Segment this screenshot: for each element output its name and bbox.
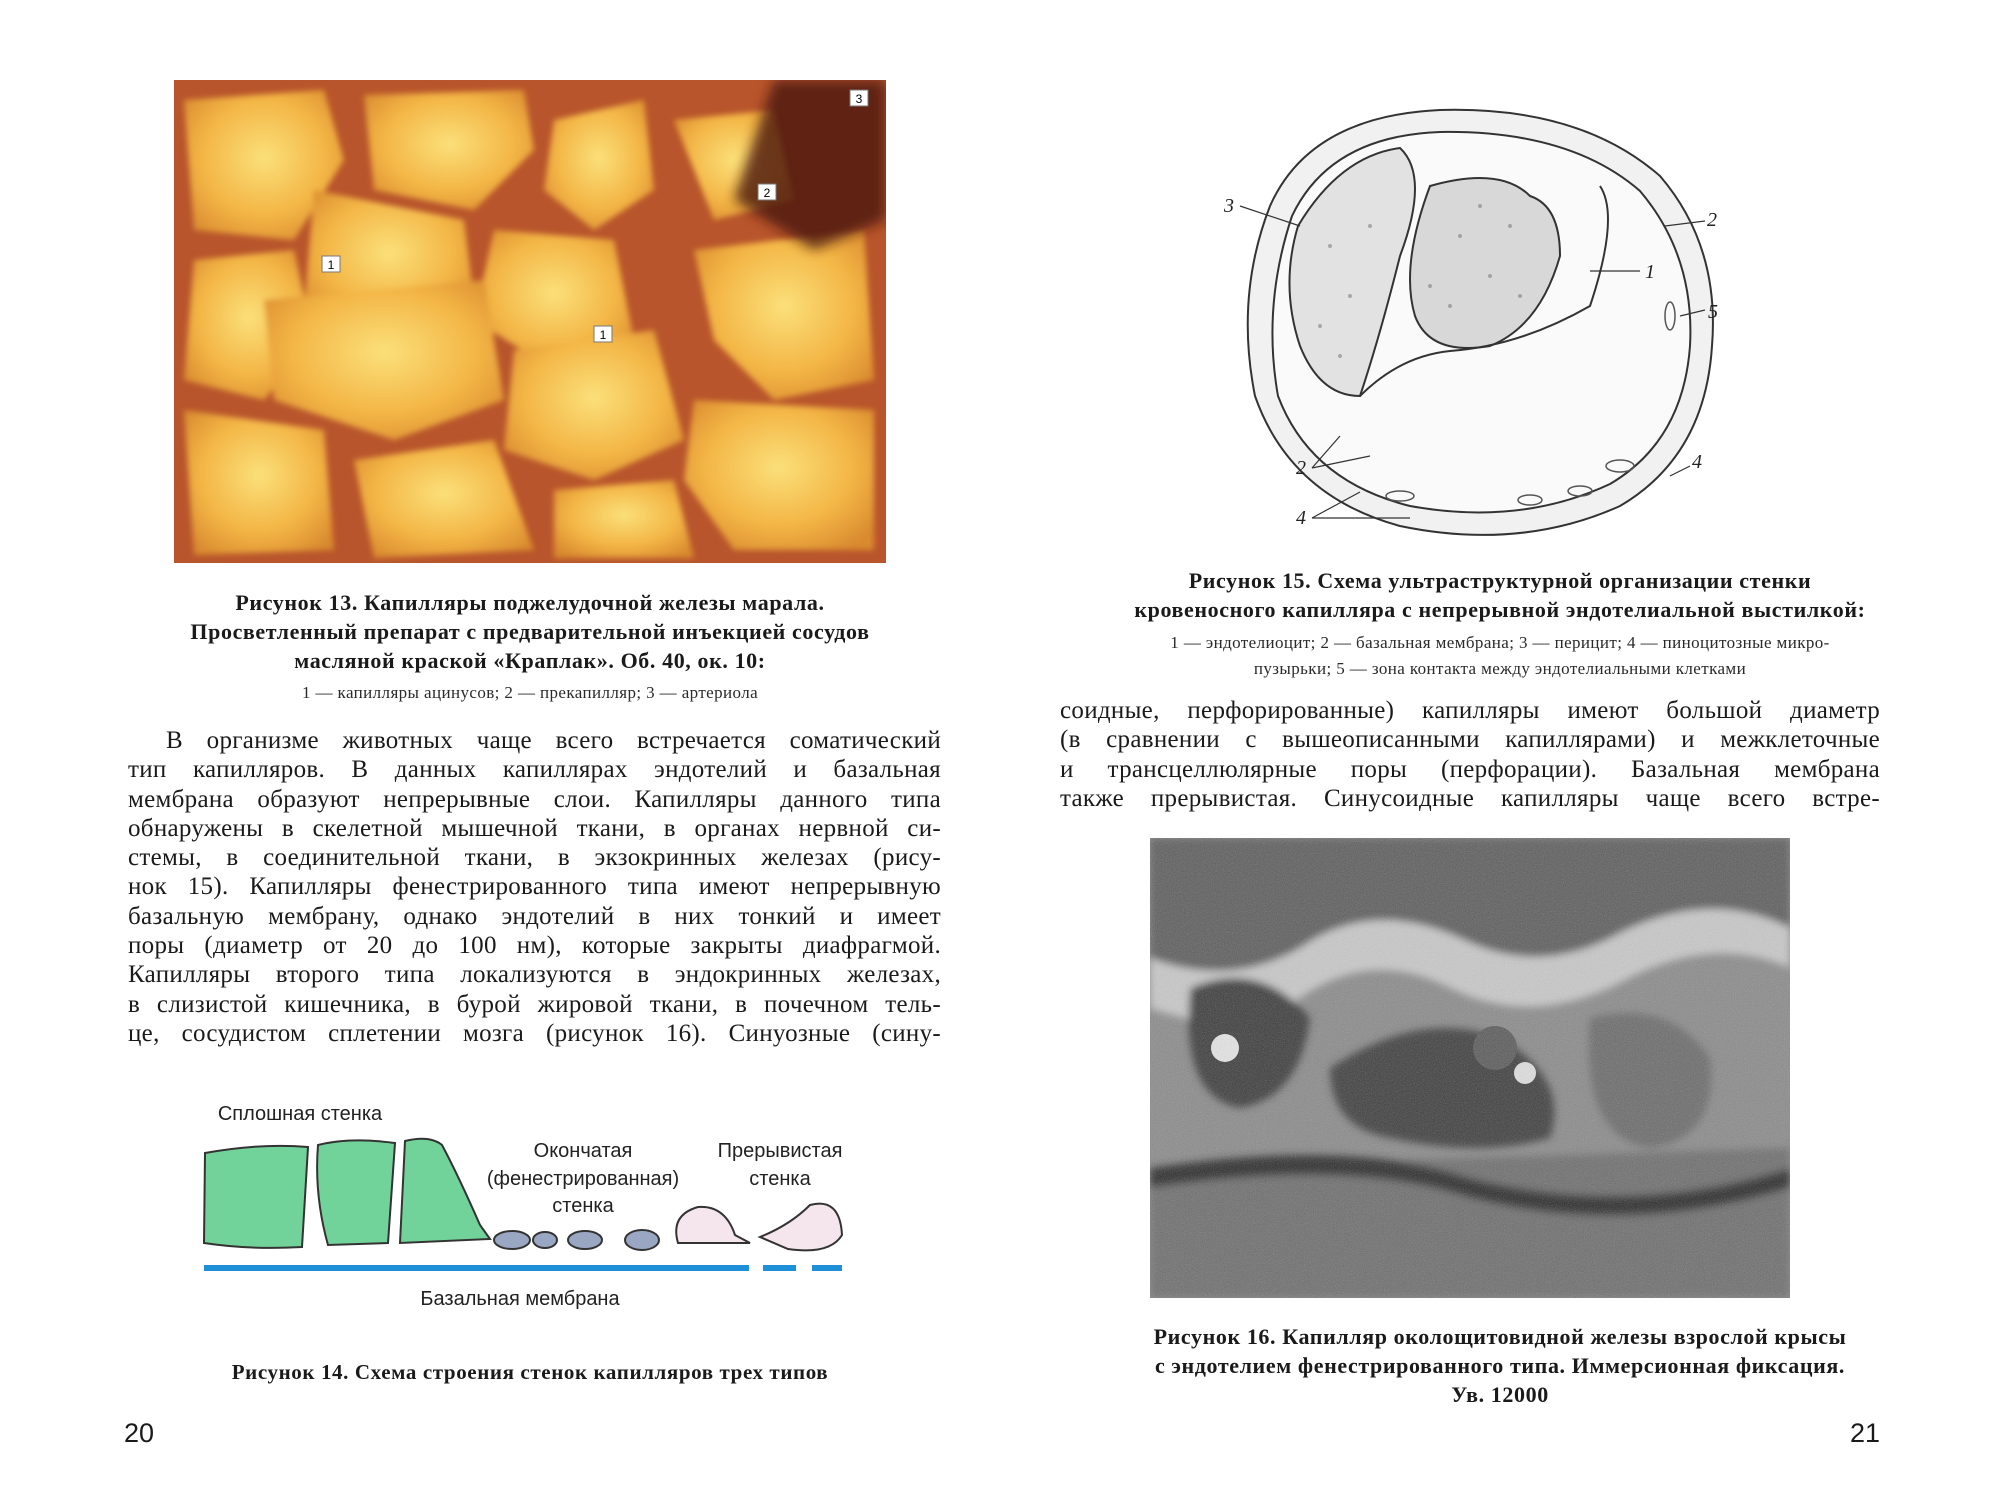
label-fenestrated-2: (фенестрированная) bbox=[486, 1168, 680, 1190]
figure-15-caption-line: кровеносного капилляра с непрерывной эндотелиальной выстилкой: bbox=[1134, 597, 1866, 622]
continuous-cell-3 bbox=[400, 1139, 490, 1243]
body-line: нок 15). Капилляры фенестрированного типа имеют непрерывную bbox=[128, 873, 941, 901]
figure-13-label-3: 3 bbox=[855, 92, 863, 106]
figure-15-label-3: 3 bbox=[1224, 195, 1234, 217]
discontinuous-cell-1 bbox=[676, 1207, 750, 1243]
figure-15-caption-line: Рисунок 15. Схема ультраструктурной организации стенки bbox=[1188, 568, 1812, 593]
label-basal-membrane: Базальная мембрана bbox=[420, 1288, 620, 1310]
right-page bbox=[1000, 0, 2000, 1494]
figure-14-schema bbox=[190, 1085, 870, 1325]
continuous-cell-1 bbox=[204, 1146, 308, 1248]
figure-16-micrograph bbox=[1150, 838, 1790, 1298]
fenestrated-link bbox=[533, 1232, 557, 1248]
body-line: мембрана образуют непрерывные слои. Капилляры данного типа bbox=[128, 785, 941, 813]
body-line: поры (диаметр от 20 до 100 нм), которые закрыты диафрагмой. bbox=[128, 932, 941, 960]
figure-13-image bbox=[174, 80, 886, 563]
discontinuous-cell-2 bbox=[760, 1204, 842, 1251]
basal-membrane-seg-2 bbox=[812, 1265, 842, 1271]
figure-15-legend bbox=[1040, 630, 1960, 682]
body-line: обнаружены в скелетной мышечной ткани, в органах нервной си- bbox=[128, 814, 941, 842]
right-body-text bbox=[1060, 696, 1880, 813]
figure-13-micrograph bbox=[174, 80, 886, 563]
figure-15-label-2b: 2 bbox=[1296, 457, 1306, 479]
figure-15-image bbox=[1200, 96, 1740, 566]
figure-15-label-2a: 2 bbox=[1707, 209, 1717, 231]
figure-15-legend-line: пузырьки; 5 — зона контакта между эндотелиальными клетками bbox=[1253, 659, 1747, 678]
page-number-left: 20 bbox=[124, 1418, 155, 1448]
figure-15-label-4b: 4 bbox=[1692, 451, 1702, 473]
body-line: также прерывистая. Синусоидные капилляры чаще всего встре- bbox=[1060, 784, 1880, 812]
body-line: це, сосудистом сплетении мозга (рисунок 16). Синуозные (сину- bbox=[128, 1019, 941, 1047]
page-number-right: 21 bbox=[1850, 1418, 1881, 1448]
figure-16-caption bbox=[1060, 1322, 1940, 1409]
figure-16-caption-line: Рисунок 16. Капилляр околощитовидной железы взрослой крысы bbox=[1153, 1324, 1847, 1349]
figure-13-label-1b: 1 bbox=[599, 328, 607, 342]
figure-15-label-5: 5 bbox=[1708, 301, 1718, 323]
figure-13-caption bbox=[130, 588, 930, 675]
fenestrated-cell-1 bbox=[494, 1231, 530, 1249]
body-line: соидные, перфорированные) капилляры имеют большой диаметр bbox=[1060, 697, 1880, 724]
label-continuous-wall: Сплошная стенка bbox=[217, 1103, 383, 1125]
body-line: Капилляры второго типа локализуются в эндокринных железах, bbox=[128, 961, 941, 989]
figure-13-label-1a: 1 bbox=[327, 258, 335, 272]
label-discontinuous-2: стенка bbox=[749, 1168, 811, 1190]
label-fenestrated-3: стенка bbox=[552, 1195, 614, 1217]
body-line: базальную мембрану, однако эндотелий в них тонкий и имеет bbox=[128, 902, 941, 930]
body-line: стемы, в соединительной ткани, в экзокринных железах (рису- bbox=[128, 844, 941, 872]
figure-15-label-1: 1 bbox=[1645, 261, 1655, 283]
label-discontinuous-1: Прерывистая bbox=[717, 1140, 843, 1162]
body-line: и трансцеллюлярные поры (перфорации). Базальная мембрана bbox=[1060, 755, 1880, 783]
figure-14-image bbox=[190, 1085, 870, 1325]
fenestrated-cell-2 bbox=[568, 1231, 602, 1249]
figure-16-image bbox=[1150, 838, 1790, 1298]
figure-16-caption-line: с эндотелием фенестрированного типа. Иммерсионная фиксация. bbox=[1154, 1353, 1846, 1378]
figure-13-caption-line: Рисунок 13. Капилляры поджелудочной железы марала. bbox=[235, 590, 825, 615]
figure-16-caption-line: Ув. 12000 bbox=[1451, 1382, 1549, 1407]
figure-15-drawing bbox=[1200, 96, 1740, 566]
figure-13-legend: 1 — капилляры ацинусов; 2 — прекапилляр; 3 — артериола bbox=[301, 683, 759, 702]
continuous-cell-2 bbox=[317, 1140, 395, 1245]
figure-14-caption: Рисунок 14. Схема строения стенок капилляров трех типов bbox=[231, 1360, 829, 1384]
body-line: В организме животных чаще всего встречается соматический bbox=[166, 727, 941, 754]
figure-13-caption-line: Просветленный препарат с предварительной инъекцией сосудов bbox=[190, 619, 870, 644]
figure-13-label-2: 2 bbox=[763, 186, 771, 200]
body-line: в слизистой кишечника, в бурой жировой ткани, в почечном тель- bbox=[128, 990, 941, 1018]
body-line: (в сравнении с вышеописанными капиллярами) и межклеточные bbox=[1060, 726, 1880, 754]
fenestrated-cell-3 bbox=[625, 1230, 659, 1250]
basal-membrane-bar bbox=[204, 1265, 749, 1271]
figure-15-caption bbox=[1060, 566, 1940, 624]
body-line: тип капилляров. В данных капиллярах эндотелий и базальная bbox=[128, 756, 941, 784]
figure-15-label-4a: 4 bbox=[1296, 507, 1306, 529]
basal-membrane-seg-1 bbox=[763, 1265, 796, 1271]
label-fenestrated-1: Окончатая bbox=[533, 1140, 633, 1162]
figure-13-caption-line: масляной краской «Краплак». Об. 40, ок. 10: bbox=[294, 648, 766, 673]
figure-15-legend-line: 1 — эндотелиоцит; 2 — базальная мембрана; 3 — перицит; 4 — пиноцитозные микро- bbox=[1170, 633, 1830, 652]
left-body-text bbox=[128, 726, 941, 1048]
